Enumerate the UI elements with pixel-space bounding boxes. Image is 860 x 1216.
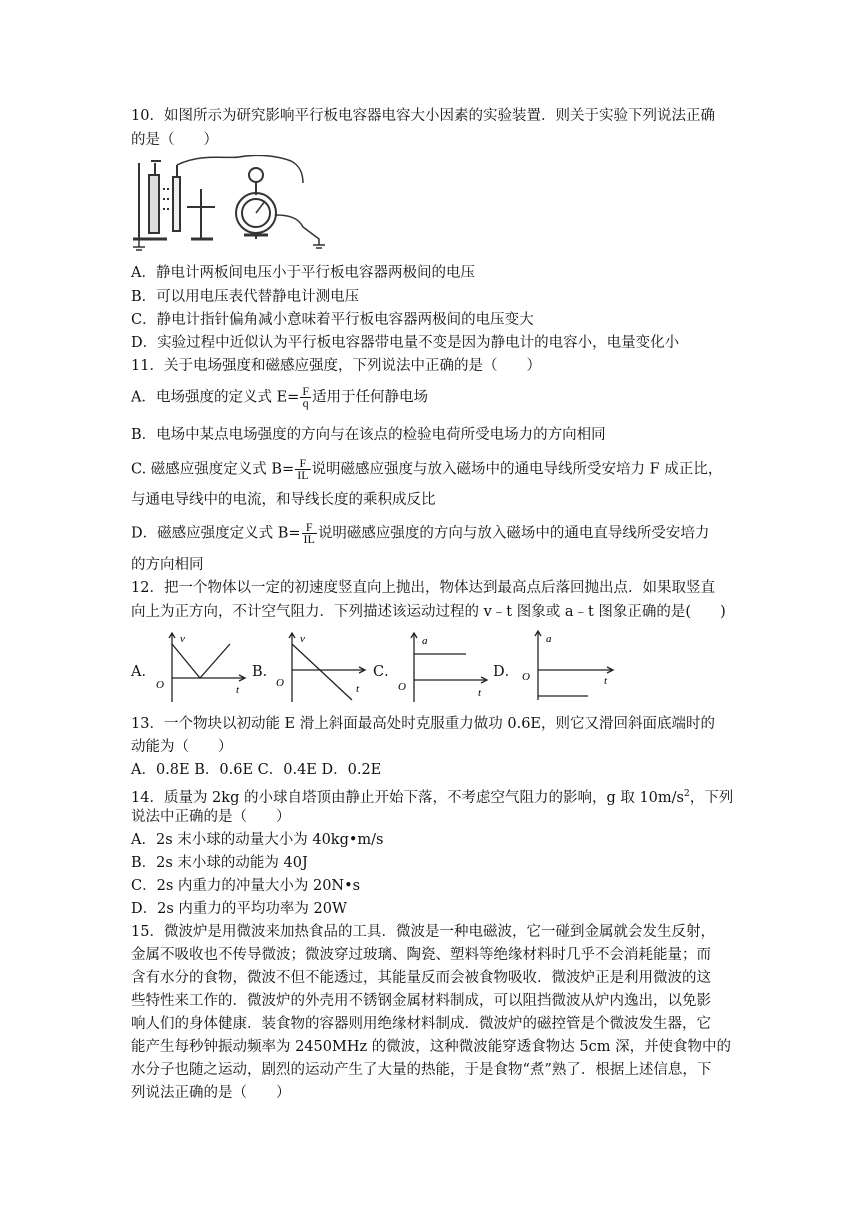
q14-stem-line1	[131, 784, 733, 808]
q15-line: 含有水分的食物，微波不但不能透过，其能量反而会被食物吸收．微波炉正是利用微波的这	[131, 970, 711, 986]
q11-d-prefix: D．磁感应强度定义式 B=	[131, 525, 301, 542]
q15-line: 水分子也随之运动，剧烈的运动产生了大量的热能，于是食物“煮”熟了．根据上述信息，下	[131, 1062, 712, 1078]
q11-option-c	[131, 458, 722, 481]
q14-stem-line2: 说法中正确的是（ ）	[131, 809, 291, 825]
q10-stem-line2: 的是（ ）	[131, 132, 218, 148]
q14-stem-pre: 14．质量为 2kg 的小球自塔顶由静止开始下落，不考虑空气阻力的影响，g 取 10m/s	[131, 789, 684, 806]
graph-d-at	[518, 628, 618, 704]
q10-option-b: B．可以用电压表代替静电计测电压	[131, 289, 360, 305]
q14-option-b: B．2s 末小球的动能为 40J	[131, 855, 308, 871]
capacitor-apparatus-figure	[131, 155, 337, 255]
q14-superscript: 2	[684, 789, 690, 799]
q12-label-a: A．	[131, 664, 156, 680]
fraction-numerator: F	[302, 522, 317, 534]
q11-c-suffix: 说明磁感应强度与放入磁场中的通电导线所受安培力 F 成正比，	[311, 461, 723, 478]
axis-t-label: t	[478, 687, 482, 699]
q15-line: 列说法正确的是（ ）	[131, 1085, 291, 1101]
q15-line: 响人们的身体健康．装食物的容器则用绝缘材料制成．微波炉的磁控管是个微波发生器，它	[131, 1016, 711, 1032]
q14-option-c: C．2s 内重力的冲量大小为 20N•s	[131, 878, 361, 894]
axis-v-label: v	[300, 633, 305, 645]
q11-a-prefix: A．电场强度的定义式 E=	[131, 389, 300, 406]
q10-stem-line1: 10．如图所示为研究影响平行板电容器电容大小因素的实验装置．则关于实验下列说法正确	[131, 108, 715, 124]
q11-option-c-line2: 与通电导线中的电流，和导线长度的乘积成反比	[131, 492, 436, 508]
fraction-numerator: F	[302, 384, 310, 398]
fraction-denominator: IL	[297, 468, 309, 482]
fraction-f-over-q	[300, 386, 311, 409]
q13-stem-line1: 13．一个物块以初动能 E 滑上斜面最高处时克服重力做功 0.6E，则它又滑回斜面底端时的	[131, 716, 716, 732]
q14-option-a: A．2s 末小球的动量大小为 40kg•m/s	[131, 832, 384, 848]
q11-d-suffix: 说明磁感应强度的方向与放入磁场中的通电直导线所受安培力	[317, 525, 710, 542]
axis-t-label: t	[236, 684, 240, 696]
q10-option-c: C．静电计指针偏角减小意味着平行板电容器两极间的电压变大	[131, 312, 534, 328]
fraction-f-over-il	[295, 458, 310, 481]
axis-a-label: a	[546, 633, 552, 645]
fraction-denominator: IL	[303, 532, 315, 546]
graph-b-vt	[272, 630, 372, 706]
axis-v-label: v	[180, 633, 185, 645]
origin-label: O	[522, 671, 530, 683]
fraction-numerator: F	[295, 458, 310, 470]
q12-label-d: D．	[493, 664, 520, 680]
q11-c-prefix: C. 磁感应强度定义式 B=	[131, 461, 295, 478]
q12-stem-line2: 向上为正方向，不计空气阻力．下列描述该运动过程的 v﹣t 图象或 a﹣t 图象正确的是( )	[131, 604, 726, 620]
origin-label: O	[398, 681, 406, 693]
q15-line: 能产生每秒钟振动频率为 2450MHz 的微波，这种微波能穿透食物达 5cm 深，并使食物中的	[131, 1039, 732, 1055]
q11-a-suffix: 适用于任何静电场	[312, 389, 429, 406]
q15-line: 金属不吸收也不传导微波；微波穿过玻璃、陶瓷、塑料等绝缘材料时几乎不会消耗能量；而	[131, 947, 711, 963]
fraction-denominator: q	[302, 396, 309, 410]
q12-label-b: B．	[252, 664, 278, 680]
q13-options: A．0.8E B．0.6E C．0.4E D．0.2E	[131, 762, 382, 778]
graph-c-at	[394, 630, 494, 706]
axis-t-label: t	[356, 683, 360, 695]
graph-a-vt	[152, 630, 252, 706]
axis-a-label: a	[422, 635, 428, 647]
q11-option-d-line2: 的方向相同	[131, 557, 204, 573]
q10-option-d: D．实验过程中近似认为平行板电容器带电量不变是因为静电计的电容小，电量变化小	[131, 335, 680, 351]
q15-line: 15．微波炉是用微波来加热食品的工具．微波是一种电磁波，它一碰到金属就会发生反射，	[131, 924, 715, 940]
axis-t-label: t	[604, 675, 608, 687]
origin-label: O	[276, 677, 284, 689]
q14-option-d: D．2s 内重力的平均功率为 20W	[131, 901, 347, 917]
q10-option-a: A．静电计两板间电压小于平行板电容器两极间的电压	[131, 265, 475, 281]
q13-stem-line2: 动能为（ ）	[131, 739, 233, 755]
fraction-f-over-il	[302, 522, 317, 545]
q12-label-c: C．	[373, 664, 399, 680]
q12-stem-line1: 12．把一个物体以一定的初速度竖直向上抛出，物体达到最高点后落回抛出点．如果取竖直	[131, 580, 715, 596]
q11-stem: 11．关于电场强度和磁感应强度，下列说法中正确的是（ ）	[131, 358, 541, 374]
q14-stem-post: ，下列	[689, 789, 734, 806]
q11-option-b: B．电场中某点电场强度的方向与在该点的检验电荷所受电场力的方向相同	[131, 427, 606, 443]
origin-label: O	[156, 679, 164, 691]
q11-option-d	[131, 522, 709, 545]
q11-option-a	[131, 386, 428, 409]
q15-line: 些特性来工作的．微波炉的外壳用不锈钢金属材料制成，可以阻挡微波从炉内逸出，以免影	[131, 993, 711, 1009]
